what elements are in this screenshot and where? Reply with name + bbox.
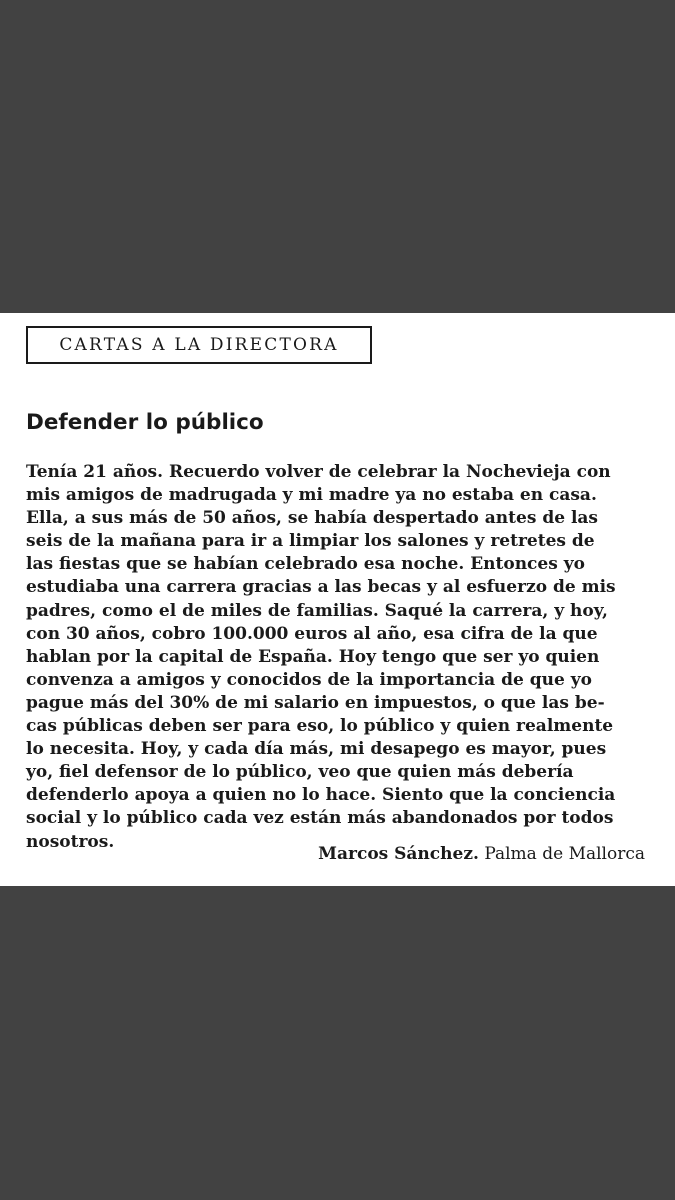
letter-signature xyxy=(318,844,645,864)
body-line: defenderlo apoya a quien no lo hace. Siento que la conciencia xyxy=(26,785,616,806)
body-line: seis de la mañana para ir a limpiar los salones y retretes de xyxy=(26,531,595,552)
body-line: Tenía 21 años. Recuerdo volver de celebrar la Nochevieja con xyxy=(26,462,611,482)
body-line: las fiestas que se habían celebrado esa noche. Entonces yo xyxy=(26,554,585,575)
body-line: yo, fiel defensor de lo público, veo que quien más debería xyxy=(26,762,574,783)
author-name: Marcos Sánchez. xyxy=(318,844,479,864)
body-line: pague más del 30% de mi salario en impuestos, o que las be- xyxy=(26,692,605,713)
body-line: Ella, a sus más de 50 años, se había despertado antes de las xyxy=(26,508,598,529)
body-line: con 30 años, cobro 100.000 euros al año, esa cifra de la que xyxy=(26,623,598,644)
body-line: padres, como el de miles de familias. Saqué la carrera, y hoy, xyxy=(26,600,608,621)
section-header-box xyxy=(26,326,372,364)
body-line: mis amigos de madrugada y mi madre ya no estaba en casa. xyxy=(26,485,597,506)
author-place: Palma de Mallorca xyxy=(484,844,645,864)
body-line: estudiaba una carrera gracias a las becas y al esfuerzo de mis xyxy=(26,577,616,598)
body-line: nosotros. xyxy=(26,831,115,852)
body-line: cas públicas deben ser para eso, lo público y quien realmente xyxy=(26,716,614,737)
article-headline: Defender lo público xyxy=(26,410,264,435)
body-line: lo necesita. Hoy, y cada día más, mi desapego es mayor, pues xyxy=(26,739,607,760)
body-line: convenza a amigos y conocidos de la importancia de que yo xyxy=(26,669,592,690)
newspaper-clipping xyxy=(0,313,675,886)
body-line: hablan por la capital de España. Hoy tengo que ser yo quien xyxy=(26,646,600,667)
section-label: CARTAS A LA DIRECTORA xyxy=(59,335,339,355)
article-body xyxy=(26,461,648,854)
body-line: social y lo público cada vez están más abandonados por todos xyxy=(26,808,614,829)
